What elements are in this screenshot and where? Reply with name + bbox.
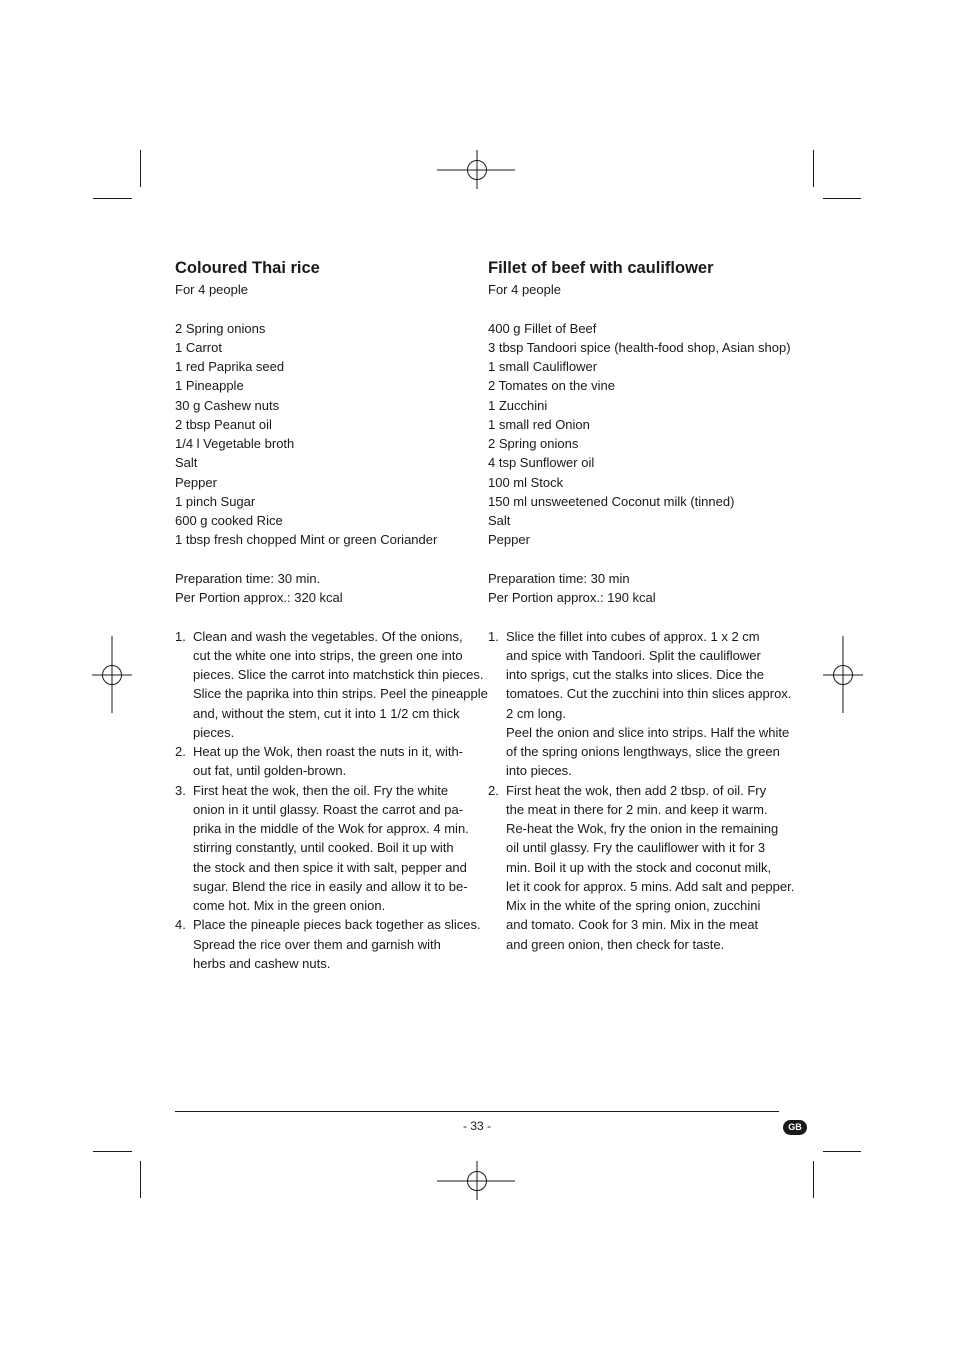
step-text: of the spring onions lengthways, slice the green <box>506 744 780 759</box>
ingredient-list <box>175 319 470 550</box>
prep-time: Preparation time: 30 min <box>488 570 630 586</box>
portion-kcal: Per Portion approx.: 320 kcal <box>175 590 343 605</box>
registration-mark-icon <box>92 636 132 714</box>
step-text: Slice the fillet into cubes of approx. 1 x 2 cm <box>506 628 760 644</box>
ingredient: 2 Tomates on the vine <box>488 378 615 394</box>
step-text: Place the pineaple pieces back together as slices. <box>193 917 481 933</box>
ingredient: 1 small Cauliflower <box>488 359 598 374</box>
recipe-title: Fillet of beef with cauliflower <box>488 259 714 277</box>
step-text: First heat the wok, then the oil. Fry the white <box>193 782 449 798</box>
step-text: come hot. Mix in the green onion. <box>193 898 386 913</box>
step-item <box>175 742 470 781</box>
registration-mark-icon <box>437 1161 517 1201</box>
ingredient: 1 tbsp fresh chopped Mint or green Coriander <box>175 532 438 548</box>
step-text: tomatoes. Cut the zucchini into thin slices approx. <box>506 686 792 702</box>
ingredient: Salt <box>488 513 511 528</box>
prep-time: Preparation time: 30 min. <box>175 570 321 586</box>
step-number: 1. <box>175 628 186 644</box>
recipe-serves: For 4 people <box>175 282 248 297</box>
step-text: herbs and cashew nuts. <box>193 955 331 971</box>
page-number: - 33 - <box>462 1119 491 1133</box>
ingredient: Salt <box>175 455 198 471</box>
step-text: min. Boil it up with the stock and coconut milk, <box>506 859 772 875</box>
ingredient: 1 Carrot <box>175 339 222 355</box>
step-number: 3. <box>175 782 186 798</box>
ingredient: 400 g Fillet of Beef <box>488 320 597 336</box>
crop-mark <box>823 1151 861 1152</box>
step-text: 2 cm long. <box>506 705 566 721</box>
step-text: Spread the rice over them and garnish with <box>193 936 441 952</box>
step-text: Clean and wash the vegetables. Of the onions, <box>193 628 463 644</box>
ingredient: 1 Zucchini <box>488 397 548 413</box>
step-item <box>175 627 488 743</box>
step-text: and spice with Tandoori. Split the cauliflower <box>506 647 761 663</box>
crop-mark <box>813 1161 814 1198</box>
step-text: pieces. Slice the carrot into matchstick thin pieces. <box>193 667 484 682</box>
step-text: and, without the stem, cut it into 1 1/2 cm thick <box>193 705 460 721</box>
ingredient: 1 small red Onion <box>488 416 590 432</box>
recipe-fillet-of-beef <box>488 256 795 954</box>
ingredient-list <box>488 319 791 550</box>
step-text: stirring constantly, until cooked. Boil it up with <box>193 840 454 856</box>
ingredient: 2 tbsp Peanut oil <box>175 416 272 432</box>
step-text: oil until glassy. Fry the cauliflower with it for 3 <box>506 840 766 856</box>
ingredient: 1 Pineapple <box>175 378 244 394</box>
step-text: into sprigs, cut the stalks into slices. Dice the <box>506 667 764 682</box>
crop-mark <box>823 198 861 199</box>
ingredient: 100 ml Stock <box>488 474 564 490</box>
ingredient: 1 pinch Sugar <box>175 493 256 509</box>
crop-mark <box>93 1151 132 1152</box>
ingredient: 600 g cooked Rice <box>175 513 283 528</box>
step-text: Re-heat the Wok, fry the onion in the remaining <box>506 821 779 836</box>
ingredient: 2 Spring onions <box>488 436 579 451</box>
step-text: and green onion, then check for taste. <box>506 936 725 952</box>
step-text: and tomato. Cook for 3 min. Mix in the meat <box>506 917 759 933</box>
ingredient: Pepper <box>175 474 217 490</box>
step-text: Slice the paprika into thin strips. Peel the pineapple <box>193 686 488 702</box>
step-text: First heat the wok, then add 2 tbsp. of oil. Fry <box>506 782 767 798</box>
step-text: the stock and then spice it with salt, pepper and <box>193 859 467 875</box>
step-text: onion in it until glassy. Roast the carrot and pa- <box>193 801 464 817</box>
step-number: 4. <box>175 917 186 933</box>
step-text: prika in the middle of the Wok for approx. 4 min. <box>193 821 469 836</box>
ingredient: 1 red Paprika seed <box>175 359 285 374</box>
step-text: out fat, until golden-brown. <box>193 763 347 779</box>
ingredient: 30 g Cashew nuts <box>175 397 280 413</box>
ingredient: 4 tsp Sunflower oil <box>488 455 595 471</box>
step-item <box>488 627 792 781</box>
ingredient: 2 Spring onions <box>175 320 266 336</box>
crop-mark <box>140 1161 141 1198</box>
recipe-serves: For 4 people <box>488 282 561 297</box>
step-list <box>175 627 488 974</box>
step-text: Mix in the white of the spring onion, zucchini <box>506 898 761 913</box>
recipe-title: Coloured Thai rice <box>175 259 320 277</box>
step-number: 2. <box>488 782 499 798</box>
step-text: cut the white one into strips, the green one into <box>193 647 463 663</box>
recipe-coloured-thai-rice <box>175 256 488 973</box>
step-text: pieces. <box>193 724 235 740</box>
crop-mark <box>93 198 132 199</box>
portion-kcal: Per Portion approx.: 190 kcal <box>488 590 656 605</box>
country-code-badge: GB <box>783 1120 807 1135</box>
ingredient: 3 tbsp Tandoori spice (health-food shop, Asian shop) <box>488 339 791 355</box>
step-text: Peel the onion and slice into strips. Half the white <box>506 724 790 740</box>
step-text: the meat in there for 2 min. and keep it warm. <box>506 801 768 817</box>
ingredient: 150 ml unsweetened Coconut milk (tinned) <box>488 493 735 509</box>
crop-mark <box>140 150 141 187</box>
step-text: let it cook for approx. 5 mins. Add salt and pepper. <box>506 878 795 894</box>
crop-mark <box>813 150 814 187</box>
step-text: into pieces. <box>506 763 572 779</box>
step-text: sugar. Blend the rice in easily and allow it to be- <box>193 878 468 894</box>
step-number: 1. <box>488 628 499 644</box>
step-item <box>175 915 481 973</box>
registration-mark-icon <box>437 150 517 190</box>
step-list <box>488 627 795 954</box>
step-item <box>488 781 795 954</box>
footer-divider <box>175 1111 779 1112</box>
ingredient: 1/4 l Vegetable broth <box>175 436 295 451</box>
registration-mark-icon <box>823 636 863 714</box>
step-item <box>175 781 470 916</box>
step-text: Heat up the Wok, then roast the nuts in it, with- <box>193 744 464 759</box>
step-number: 2. <box>175 744 186 759</box>
ingredient: Pepper <box>488 532 530 548</box>
